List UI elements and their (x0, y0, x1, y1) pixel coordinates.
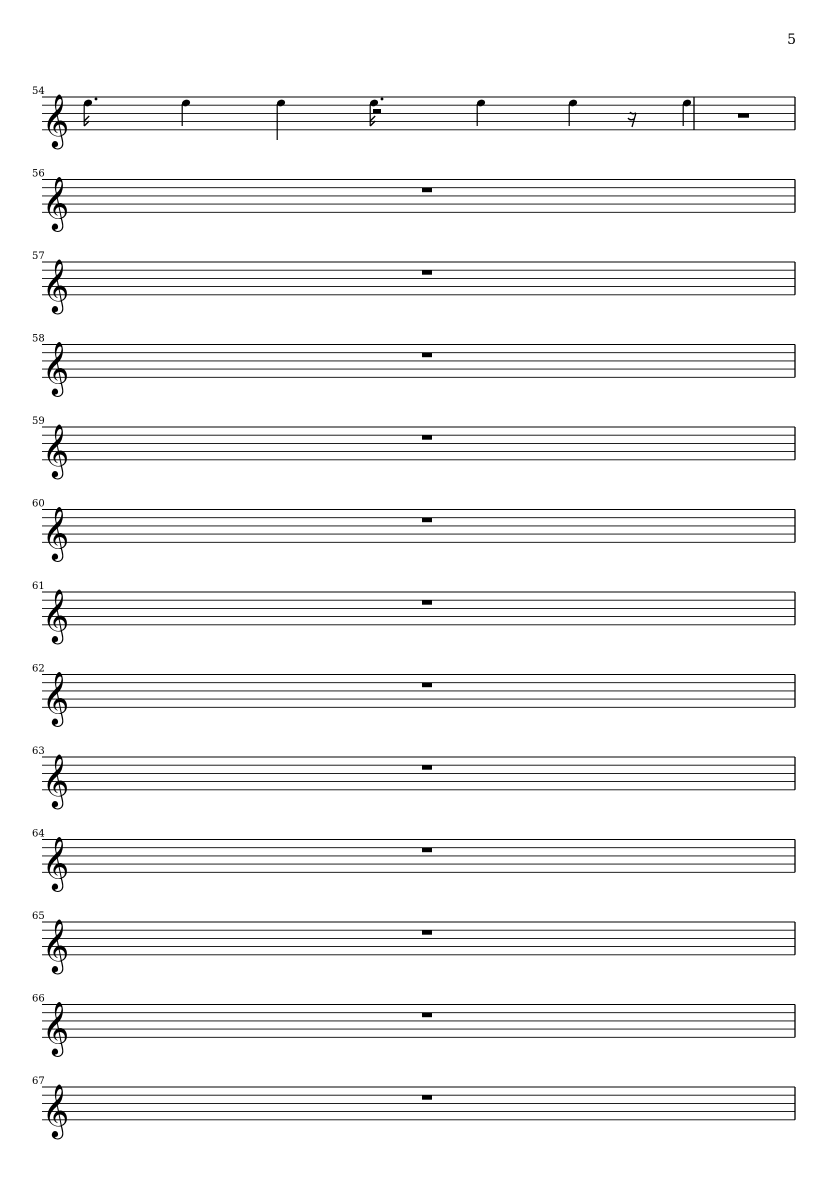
treble-clef-icon: 𝄞 (42, 1082, 70, 1137)
staff-system (32, 664, 795, 727)
measure-number: 67 (32, 1076, 45, 1087)
staff-system (32, 829, 795, 892)
page-number: 5 (787, 32, 796, 48)
whole-rest-icon (422, 683, 432, 688)
treble-clef-icon: 𝄞 (42, 670, 70, 725)
treble-clef-icon: 𝄞 (42, 835, 70, 890)
whole-rest-icon (422, 848, 432, 853)
whole-rest-icon (422, 600, 432, 605)
treble-clef-icon: 𝄞 (42, 175, 70, 230)
note-flag (370, 116, 375, 126)
measure-number: 57 (32, 251, 45, 262)
whole-rest-icon (422, 518, 432, 523)
staff-system (32, 911, 795, 974)
measure-number: 58 (32, 333, 45, 345)
whole-rest-icon (422, 1095, 432, 1100)
treble-clef-icon: 𝄞 (42, 1000, 70, 1055)
measure-number: 62 (32, 663, 45, 675)
whole-rest-icon (422, 270, 432, 275)
augmentation-dot (95, 98, 98, 101)
measure-number: 66 (32, 993, 45, 1005)
staff-system (32, 746, 795, 809)
staff-system (32, 169, 795, 232)
whole-rest-icon (738, 113, 749, 118)
staff-system (32, 499, 795, 562)
half-rest-icon (373, 109, 381, 113)
measure-number: 63 (32, 746, 45, 757)
measure-number: 65 (32, 911, 45, 922)
treble-clef-icon: 𝄞 (42, 257, 70, 312)
staff-system (32, 581, 795, 644)
sixteenth-rest-icon (628, 112, 636, 127)
treble-clef-icon: 𝄞 (42, 340, 70, 395)
staff-system (32, 1076, 795, 1139)
measure-number: 64 (32, 828, 45, 840)
measure-number: 61 (32, 581, 45, 592)
treble-clef-icon: 𝄞 (42, 92, 70, 147)
whole-rest-icon (422, 435, 432, 440)
note-flag (84, 116, 89, 126)
treble-clef-icon: 𝄞 (42, 422, 70, 477)
staff-system (32, 86, 795, 149)
treble-clef-icon: 𝄞 (42, 752, 70, 807)
measure-number: 60 (32, 498, 45, 510)
whole-rest-icon (422, 353, 432, 358)
augmentation-dot (381, 98, 384, 101)
whole-rest-icon (422, 188, 432, 193)
whole-rest-icon (422, 1013, 432, 1018)
treble-clef-icon: 𝄞 (42, 917, 70, 972)
whole-rest-icon (422, 765, 432, 770)
measure-number: 59 (32, 416, 45, 427)
whole-rest-icon (422, 930, 432, 935)
staff-system (32, 251, 795, 314)
staff-system (32, 334, 795, 397)
treble-clef-icon: 𝄞 (42, 505, 70, 560)
measure-number: 56 (32, 168, 45, 180)
staff-system (32, 994, 795, 1057)
measure-number: 54 (32, 86, 45, 97)
treble-clef-icon: 𝄞 (42, 587, 70, 642)
staff-system (32, 416, 795, 479)
